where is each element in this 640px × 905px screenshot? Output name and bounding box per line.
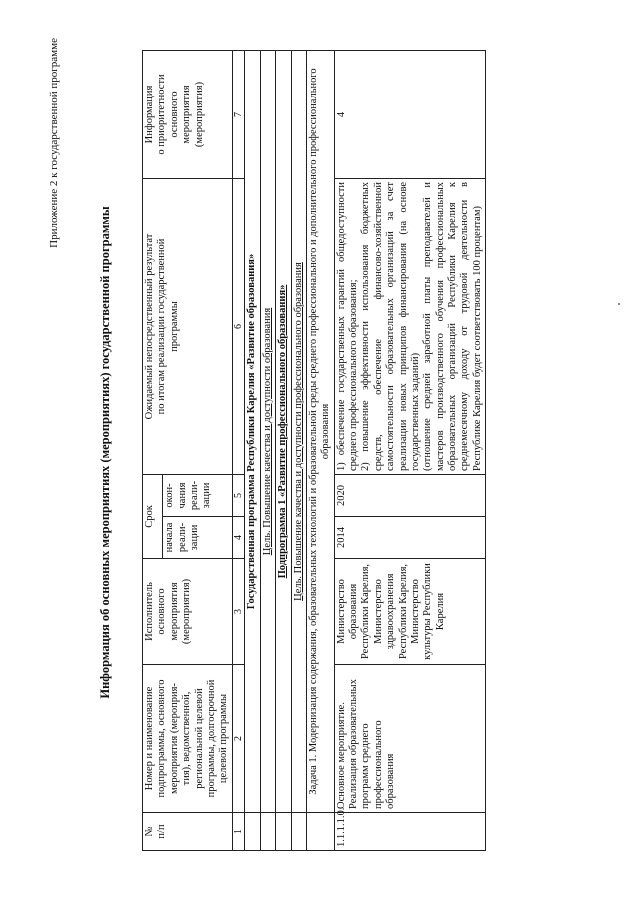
column-number: 3 (232, 559, 245, 665)
goal-row (260, 50, 275, 850)
header-end: окон- чания реали- зации (163, 474, 232, 516)
document-title: Информация об основных мероприятиях (мероприятиях) государственной программы (98, 206, 112, 699)
subprogram-goal: Цель. Повышение качества и доступности профессионального образования (291, 50, 306, 812)
measures-table (142, 50, 486, 851)
column-number: 2 (232, 665, 245, 813)
column-number: 7 (232, 50, 245, 178)
scan-speck (618, 303, 620, 305)
header-result: Ожидаемый непосредственный результат по итогам реализации государственной программы (143, 178, 233, 474)
program-row (245, 50, 260, 850)
row-expected-result: 1) обеспечение государственных гарантий общедоступности среднего профессионального образования; 2) повышение эффективности использования бюджетных средств, обеспечение финансово-хозяйственной самостоятельности образовательных организаций за счет реализации новых принципов финансирования (на основе государственных заданий) (отношение средней заработной платы преподавателей и мастеров производственного обучения профессиональных образовательных организаций Республики Карелия к среднемесячному доходу от трудовой деятельности в Республике Карелия будет соответствовать 100 процентам) (334, 178, 486, 474)
task-row (306, 50, 334, 850)
table-row (334, 50, 486, 850)
header-row (143, 50, 163, 850)
row-executor: Министерство образования Республики Карелия, Министерство здравоохранения Республики Карелия, Министерство культуры Республики Карелия (334, 559, 486, 665)
row-end-year: 2020 (334, 474, 486, 516)
program-goal: Цель. Повышение качества и доступности образования (260, 50, 275, 812)
column-number: 5 (232, 474, 245, 516)
subprogram-goal-row (291, 50, 306, 850)
subprogram-title: Подпрограмма 1 «Развитие профессионального образования» (276, 50, 291, 812)
header-start: начала реали- зации (163, 517, 232, 559)
appendix-note: Приложение 2 к государственной программе (48, 38, 60, 248)
column-number: 1 (232, 813, 245, 851)
header-priority: Информация о приоритетности основного мероприятия (мероприятия) (143, 50, 233, 178)
subprogram-row (276, 50, 291, 850)
row-start-year: 2014 (334, 517, 486, 559)
task-title: Задача 1. Модернизация содержания, образовательных технологий и образовательной среды среднего профессионального и дополнительного профессионального образования (306, 50, 334, 812)
column-number: 4 (232, 517, 245, 559)
row-priority: 4 (334, 50, 486, 178)
header-name: Номер и наименование подпрограммы, основного мероприятия (мероприя- тия), ведомственной, региональной целевой программы, долгосрочной целевой программы (143, 665, 233, 813)
header-executor: Исполнитель основного мероприятия (мероприятия) (143, 559, 233, 665)
column-number: 6 (232, 178, 245, 474)
row-measure-name: Основное мероприятие. Реализация образовательных программ среднего профессионального образования (334, 665, 486, 813)
row-number: 1.1.1.1.0. (334, 813, 486, 851)
header-number: № п/п (143, 813, 233, 851)
column-number-row (232, 50, 245, 850)
program-title: Государственная программа Республики Карелия «Развитие образования» (245, 50, 260, 812)
header-term: Срок (143, 474, 163, 558)
